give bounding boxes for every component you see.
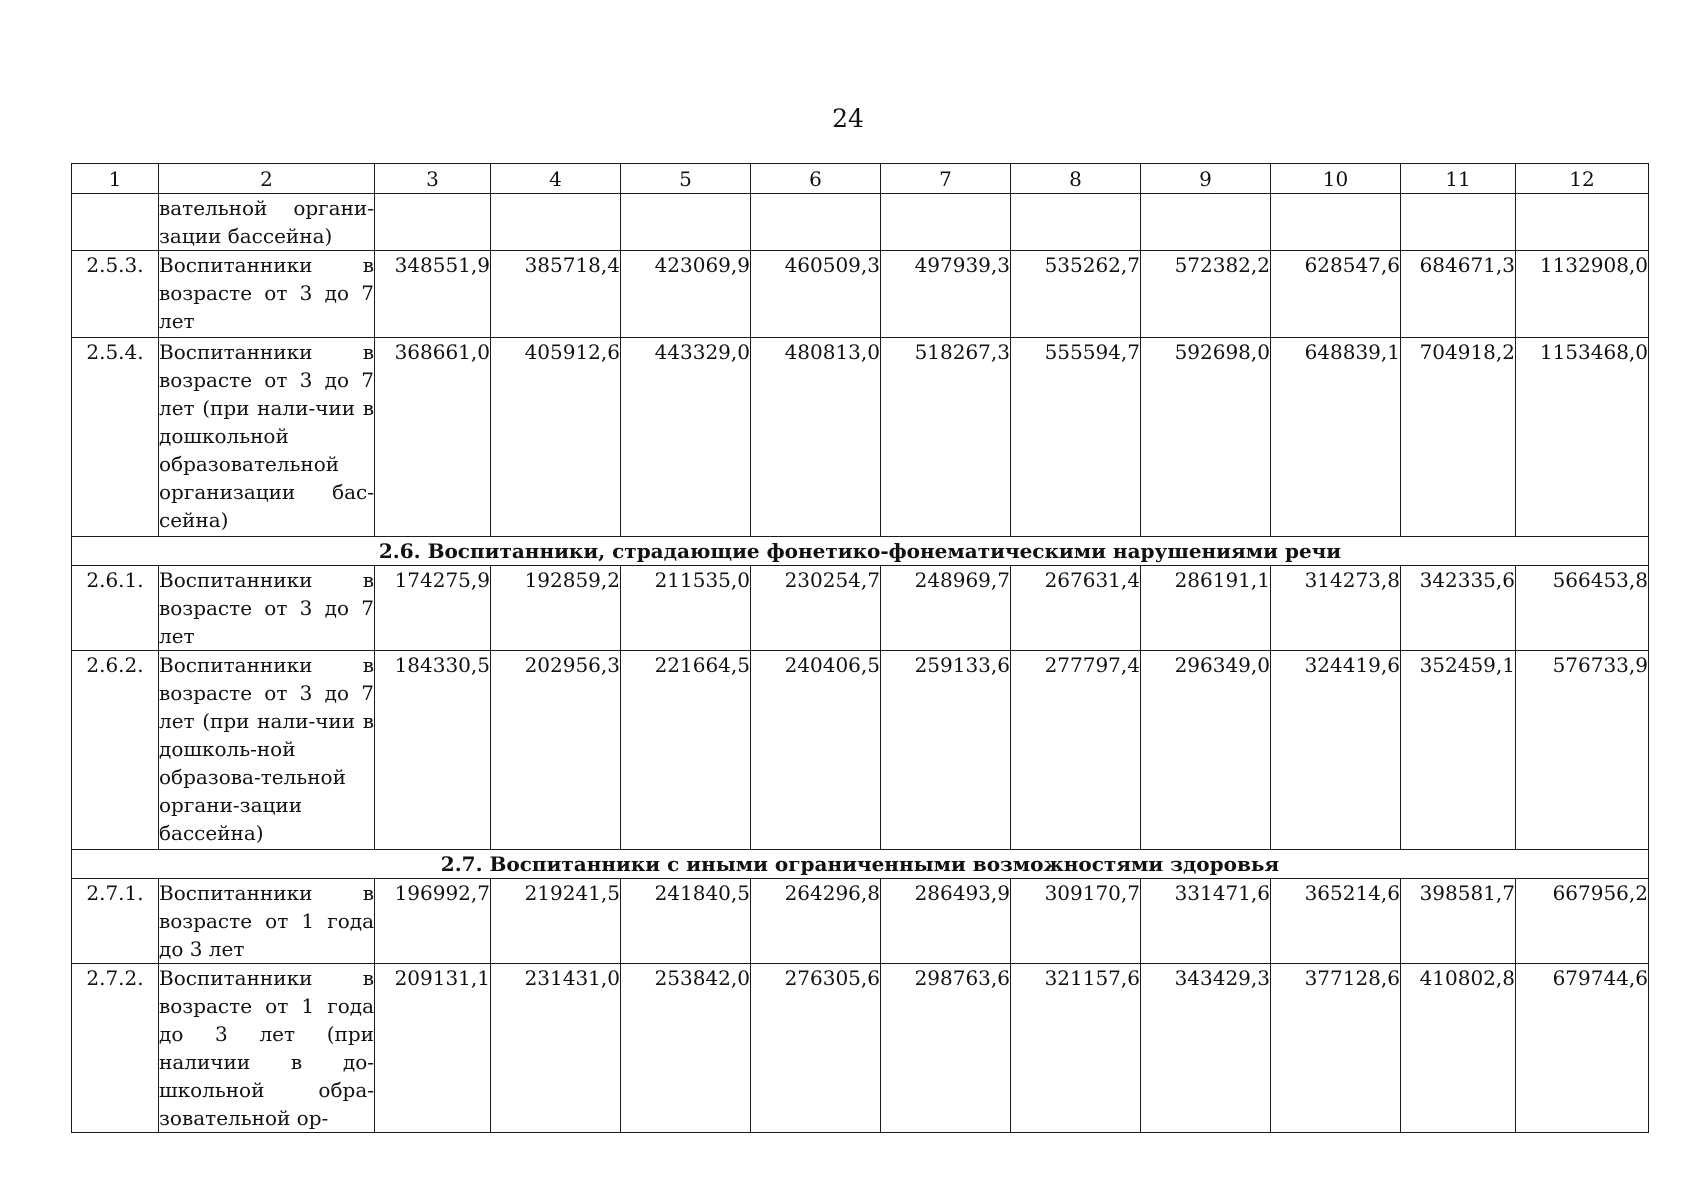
row-number-cell: 2.6.2. (72, 651, 159, 850)
column-number-header: 2 (159, 164, 375, 194)
row-description-cell: Воспитанники в возрасте от 3 до 7 лет (159, 566, 375, 651)
value-cell: 184330,5 (375, 651, 491, 850)
value-cell: 518267,3 (881, 338, 1011, 537)
value-cell: 276305,6 (751, 964, 881, 1133)
value-cell (881, 194, 1011, 251)
row-number-cell: 2.5.3. (72, 251, 159, 338)
value-cell (1141, 194, 1271, 251)
value-cell (621, 194, 751, 251)
value-cell: 296349,0 (1141, 651, 1271, 850)
value-cell: 240406,5 (751, 651, 881, 850)
value-cell: 704918,2 (1401, 338, 1516, 537)
column-number-header: 10 (1271, 164, 1401, 194)
value-cell: 298763,6 (881, 964, 1011, 1133)
column-number-header: 7 (881, 164, 1011, 194)
column-number-header: 5 (621, 164, 751, 194)
value-cell: 241840,5 (621, 879, 751, 964)
row-number-cell (72, 194, 159, 251)
value-cell: 286493,9 (881, 879, 1011, 964)
table-row (72, 566, 1649, 651)
section-heading: 2.6. Воспитанники, страдающие фонетико-фонематическими нарушениями речи (72, 537, 1649, 566)
value-cell: 267631,4 (1011, 566, 1141, 651)
value-cell: 1132908,0 (1516, 251, 1649, 338)
column-number-header: 6 (751, 164, 881, 194)
column-number-header: 3 (375, 164, 491, 194)
value-cell: 342335,6 (1401, 566, 1516, 651)
column-number-header: 11 (1401, 164, 1516, 194)
value-cell: 555594,7 (1011, 338, 1141, 537)
column-number-header: 1 (72, 164, 159, 194)
table-row (72, 251, 1649, 338)
value-cell: 385718,4 (491, 251, 621, 338)
value-cell: 209131,1 (375, 964, 491, 1133)
value-cell: 219241,5 (491, 879, 621, 964)
value-cell: 480813,0 (751, 338, 881, 537)
value-cell (1271, 194, 1401, 251)
value-cell: 566453,8 (1516, 566, 1649, 651)
value-cell: 231431,0 (491, 964, 621, 1133)
value-cell: 314273,8 (1271, 566, 1401, 651)
table-row (72, 964, 1649, 1133)
column-number-header: 4 (491, 164, 621, 194)
row-description-cell: Воспитанники в возрасте от 3 до 7 лет (при нали-чии в дошкольной образовательной организации бас-сейна) (159, 338, 375, 537)
table-row (72, 879, 1649, 964)
value-cell: 324419,6 (1271, 651, 1401, 850)
value-cell: 196992,7 (375, 879, 491, 964)
table-row-continuation (72, 194, 1649, 251)
value-cell: 192859,2 (491, 566, 621, 651)
page-number: 24 (832, 104, 864, 133)
column-number-row (72, 164, 1649, 194)
section-row (72, 850, 1649, 879)
value-cell: 628547,6 (1271, 251, 1401, 338)
table-row (72, 338, 1649, 537)
row-description-cell: вательной органи-зации бассейна) (159, 194, 375, 251)
value-cell: 497939,3 (881, 251, 1011, 338)
row-number-cell: 2.5.4. (72, 338, 159, 537)
value-cell: 352459,1 (1401, 651, 1516, 850)
value-cell (375, 194, 491, 251)
row-description-cell: Воспитанники в возрасте от 3 до 7 лет (при нали-чии в дошколь-ной образова-тельной органи-зации бассейна) (159, 651, 375, 850)
value-cell: 365214,6 (1271, 879, 1401, 964)
value-cell: 264296,8 (751, 879, 881, 964)
row-number-cell: 2.7.1. (72, 879, 159, 964)
value-cell: 592698,0 (1141, 338, 1271, 537)
value-cell: 572382,2 (1141, 251, 1271, 338)
value-cell: 368661,0 (375, 338, 491, 537)
value-cell: 259133,6 (881, 651, 1011, 850)
value-cell: 253842,0 (621, 964, 751, 1133)
value-cell: 331471,6 (1141, 879, 1271, 964)
value-cell: 286191,1 (1141, 566, 1271, 651)
row-description-cell: Воспитанники в возрасте от 1 года до 3 лет (при наличии в до-школьной обра-зовательной ор- (159, 964, 375, 1133)
column-number-header: 9 (1141, 164, 1271, 194)
value-cell: 309170,7 (1011, 879, 1141, 964)
value-cell (1516, 194, 1649, 251)
value-cell: 174275,9 (375, 566, 491, 651)
value-cell: 410802,8 (1401, 964, 1516, 1133)
row-number-cell: 2.6.1. (72, 566, 159, 651)
value-cell: 202956,3 (491, 651, 621, 850)
value-cell: 684671,3 (1401, 251, 1516, 338)
row-number-cell: 2.7.2. (72, 964, 159, 1133)
section-row (72, 537, 1649, 566)
value-cell: 443329,0 (621, 338, 751, 537)
column-number-header: 8 (1011, 164, 1141, 194)
value-cell: 348551,9 (375, 251, 491, 338)
value-cell (751, 194, 881, 251)
tariff-table (71, 163, 1649, 1133)
value-cell: 211535,0 (621, 566, 751, 651)
value-cell: 321157,6 (1011, 964, 1141, 1133)
value-cell: 248969,7 (881, 566, 1011, 651)
value-cell: 667956,2 (1516, 879, 1649, 964)
value-cell: 648839,1 (1271, 338, 1401, 537)
value-cell: 405912,6 (491, 338, 621, 537)
section-heading: 2.7. Воспитанники с иными ограниченными возможностями здоровья (72, 850, 1649, 879)
value-cell: 535262,7 (1011, 251, 1141, 338)
row-description-cell: Воспитанники в возрасте от 3 до 7 лет (159, 251, 375, 338)
value-cell: 277797,4 (1011, 651, 1141, 850)
value-cell: 343429,3 (1141, 964, 1271, 1133)
column-number-header: 12 (1516, 164, 1649, 194)
value-cell: 576733,9 (1516, 651, 1649, 850)
value-cell: 221664,5 (621, 651, 751, 850)
value-cell: 230254,7 (751, 566, 881, 651)
value-cell: 398581,7 (1401, 879, 1516, 964)
value-cell (1011, 194, 1141, 251)
value-cell (1401, 194, 1516, 251)
table-row (72, 651, 1649, 850)
value-cell: 1153468,0 (1516, 338, 1649, 537)
value-cell: 423069,9 (621, 251, 751, 338)
value-cell: 377128,6 (1271, 964, 1401, 1133)
value-cell: 460509,3 (751, 251, 881, 338)
value-cell: 679744,6 (1516, 964, 1649, 1133)
row-description-cell: Воспитанники в возрасте от 1 года до 3 лет (159, 879, 375, 964)
value-cell (491, 194, 621, 251)
